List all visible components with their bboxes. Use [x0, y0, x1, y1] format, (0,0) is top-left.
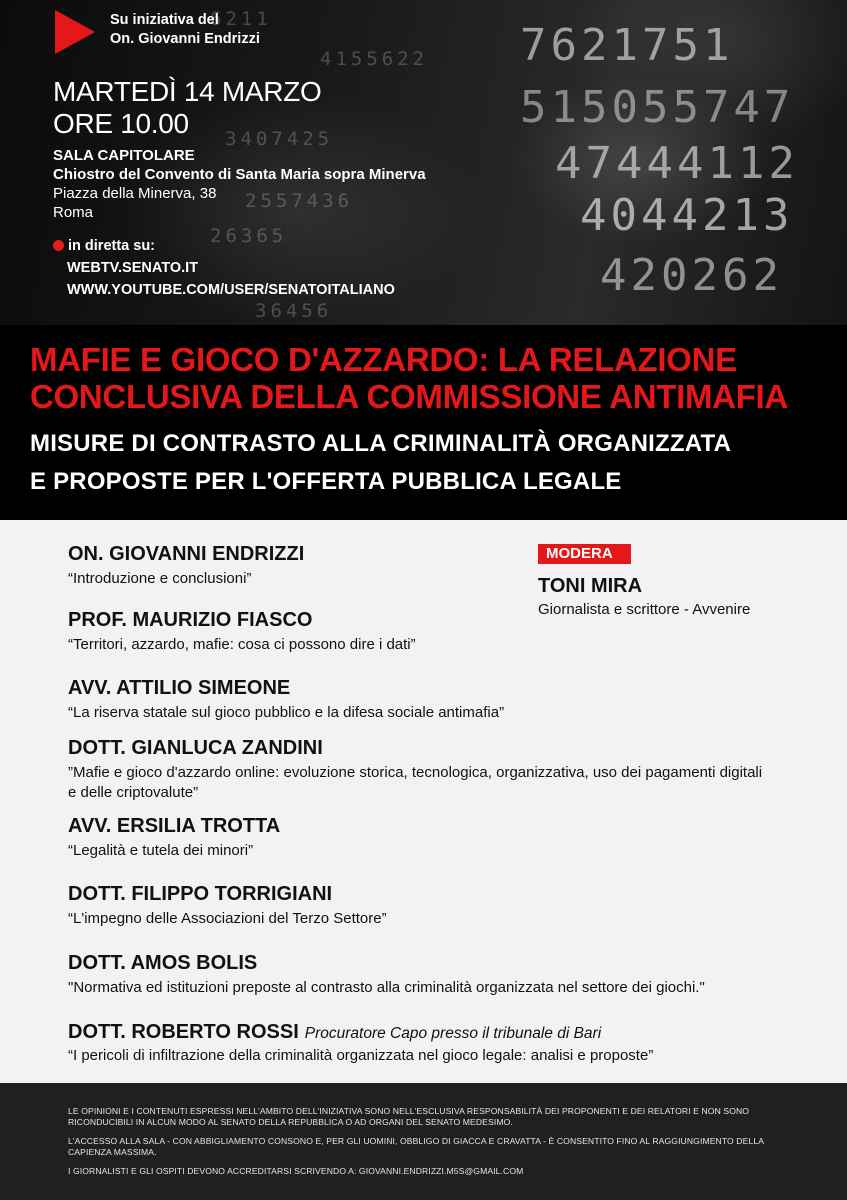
live-stream-block	[53, 235, 395, 301]
event-subtitle-line: E PROPOSTE PER L'OFFERTA PUBBLICA LEGALE	[30, 468, 622, 495]
speaker-role: Procuratore Capo presso il tribunale di Bari	[304, 1025, 602, 1042]
hero-banner	[0, 0, 847, 325]
event-datetime	[53, 76, 322, 140]
live-dot-icon	[53, 240, 64, 251]
venue-block	[53, 146, 426, 222]
play-icon	[55, 10, 95, 54]
speaker-item	[68, 814, 808, 861]
footer-notes	[0, 1083, 847, 1200]
speaker-talk: “L'impegno delle Associazioni del Terzo Settore”	[68, 910, 387, 927]
bg-digit-row: 7621751	[520, 20, 734, 71]
bg-digit-row: 6211	[210, 8, 272, 30]
event-subtitle-line: MISURE DI CONTRASTO ALLA CRIMINALITÀ ORGANIZZATA	[30, 430, 732, 457]
bg-digit-row: 2557436	[245, 190, 354, 212]
speaker-item	[68, 882, 808, 929]
venue-address: Piazza della Minerva, 38	[53, 185, 217, 202]
speaker-name: DOTT. FILIPPO TORRIGIANI	[68, 883, 333, 905]
speaker-item	[68, 1020, 828, 1066]
speaker-name-line	[68, 1020, 828, 1046]
speaker-talk: “Territori, azzardo, mafie: cosa ci possono dire i dati”	[68, 636, 416, 653]
moderator-badge: MODERA	[538, 544, 631, 564]
moderator-name: TONI MIRA	[538, 575, 643, 597]
speaker-name: DOTT. AMOS BOLIS	[68, 952, 258, 974]
event-time: ORE 10.00	[53, 108, 189, 139]
bg-digit-row: 36456	[255, 300, 333, 322]
title-band	[0, 325, 847, 520]
speaker-talk: “Introduzione e conclusioni”	[68, 570, 252, 587]
speaker-name: DOTT. GIANLUCA ZANDINI	[68, 737, 323, 759]
event-date: MARTEDÌ 14 MARZO	[53, 76, 322, 107]
live-label: in diretta su:	[68, 238, 156, 254]
initiative-sponsor: On. Giovanni Endrizzi	[110, 31, 260, 47]
live-link-webtv[interactable]: WEBTV.SENATO.IT	[67, 260, 199, 276]
speaker-talk: "Normativa ed istituzioni preposte al contrasto alla criminalità organizzata nel settore dei giochi."	[68, 979, 705, 996]
speaker-name: DOTT. ROBERTO ROSSI	[68, 1021, 299, 1043]
speaker-item	[68, 951, 828, 998]
live-link-youtube[interactable]: WWW.YOUTUBE.COM/USER/SENATOITALIANO	[67, 282, 395, 298]
bg-digit-row: 420262	[600, 250, 783, 301]
bg-digit-row: 3407425	[225, 128, 334, 150]
footer-dress-code: L'ACCESSO ALLA SALA - CON ABBIGLIAMENTO CONSONO E, PER GLI UOMINI, OBBLIGO DI GIACCA E CRAVATTA - È CONSENTITO FINO AL RAGGIUNGIMENTO DELLA CAPIENZA MASSIMA.	[68, 1136, 764, 1157]
event-title-line: MAFIE E GIOCO D'AZZARDO: LA RELAZIONE	[30, 341, 737, 378]
event-subtitle	[30, 425, 830, 501]
venue-name: SALA CAPITOLARE	[53, 147, 195, 164]
event-title	[30, 341, 830, 415]
initiative-line: Su iniziativa del	[110, 12, 219, 28]
speaker-name: PROF. MAURIZIO FIASCO	[68, 609, 313, 631]
speaker-name: ON. GIOVANNI ENDRIZZI	[68, 543, 305, 565]
bg-digit-row: 26365	[210, 225, 288, 247]
initiative-credit	[110, 11, 260, 49]
speaker-item	[68, 542, 508, 589]
speaker-item	[68, 736, 768, 803]
event-title-line: CONCLUSIVA DELLA COMMISSIONE ANTIMAFIA	[30, 378, 788, 415]
bg-digit-row: 4155622	[320, 48, 429, 70]
speaker-talk: “La riserva statale sul gioco pubblico e la difesa sociale antimafia”	[68, 704, 505, 721]
speaker-item	[68, 608, 508, 655]
speakers-section	[0, 520, 847, 1083]
speaker-name: AVV. ATTILIO SIMEONE	[68, 677, 291, 699]
footer-accreditation: I GIORNALISTI E GLI OSPITI DEVONO ACCREDITARSI SCRIVENDO A: GIOVANNI.ENDRIZZI.M5S@GMAIL.COM	[68, 1166, 524, 1176]
speaker-talk: “Legalità e tutela dei minori”	[68, 842, 254, 859]
bg-digit-row: 4044213	[580, 190, 794, 241]
speaker-item	[68, 676, 808, 723]
footer-disclaimer: LE OPINIONI E I CONTENUTI ESPRESSI NELL'AMBITO DELL'INIZIATIVA SONO NELL'ESCLUSIVA RESPONSABILITÀ DEI PROPONENTI E DEI RELATORI E NON SONO RICONDUCIBILI IN ALCUN MODO AL SENATO DELLA REPUBBLICA O AD ORGANI DEL SENATO MEDESIMO.	[68, 1106, 750, 1127]
venue-city: Roma	[53, 204, 94, 221]
speaker-name: AVV. ERSILIA TROTTA	[68, 815, 281, 837]
moderator-desc: Giornalista e scrittore - Avvenire	[538, 601, 751, 618]
venue-place: Chiostro del Convento di Santa Maria sopra Minerva	[53, 166, 426, 183]
bg-digit-row: 515055747	[520, 82, 795, 133]
speaker-talk: ”Mafie e gioco d'azzardo online: evoluzione storica, tecnologica, organizzativa, uso dei pagamenti digitali e delle criptovalute”	[68, 764, 763, 801]
moderator-block	[538, 544, 818, 620]
speaker-talk: “I pericoli di infiltrazione della criminalità organizzata nel gioco legale: analisi e proposte”	[68, 1047, 654, 1064]
bg-digit-row: 47444112	[555, 138, 799, 189]
